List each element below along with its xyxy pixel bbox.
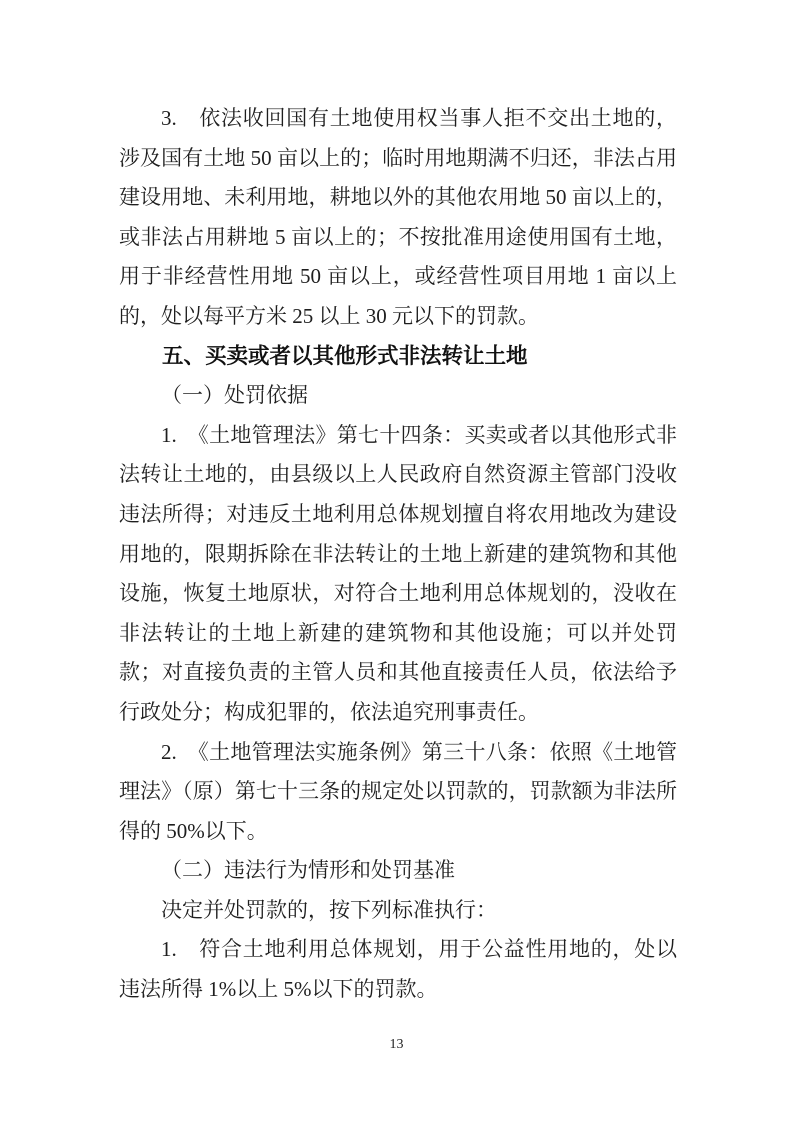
paragraph-regulation-article-38: 2. 《土地管理法实施条例》第三十八条：依照《土地管理法》（原）第七十三条的规定处以罚款的，罚款额为非法所得的 50%以下。: [119, 739, 677, 843]
paragraph-standard-1: 1. 符合土地利用总体规划，用于公益性用地的，处以违法所得 1%以上 5%以下的罚款。: [119, 937, 677, 1002]
section-heading-5: 五、买卖或者以其他形式非法转让土地: [162, 343, 528, 368]
document-body: [119, 99, 677, 1010]
paragraph-law-article-74: 1. 《土地管理法》第七十四条：买卖或者以其他形式非法转让土地的，由县级以上人民政府自然资源主管部门没收违法所得；对违反土地利用总体规划擅自将农用地改为建设用地的，限期拆除在非法转让的土地上新建的建筑物和其他设施，恢复土地原状，对符合土地利用总体规划的，没收在非法转让的土地上新建的建筑物和其他设施；可以并处罚款；对直接负责的主管人员和其他直接责任人员，依法给予行政处分；构成犯罪的，依法追究刑事责任。: [119, 422, 677, 724]
paragraph-item-3: 3. 依法收回国有土地使用权当事人拒不交出土地的，涉及国有土地 50 亩以上的；临时用地期满不归还，非法占用建设用地、未利用地，耕地以外的其他农用地 50 亩以上的，或非法占用耕地 5 亩以上的；不按批准用途使用国有土地，用于非经营性用地 50 亩以上，或经营性项目用地 1 亩以上的，处以每平方米 25 以上 30 元以下的罚款。: [119, 106, 677, 328]
paragraph-standards-intro: 决定并处罚款的，按下列标准执行：: [161, 897, 497, 922]
subheading-penalty-basis: （一）处罚依据: [161, 383, 308, 408]
page-number: 13: [389, 1037, 404, 1052]
subheading-violation-standards: （二）违法行为情形和处罚基准: [161, 858, 455, 883]
